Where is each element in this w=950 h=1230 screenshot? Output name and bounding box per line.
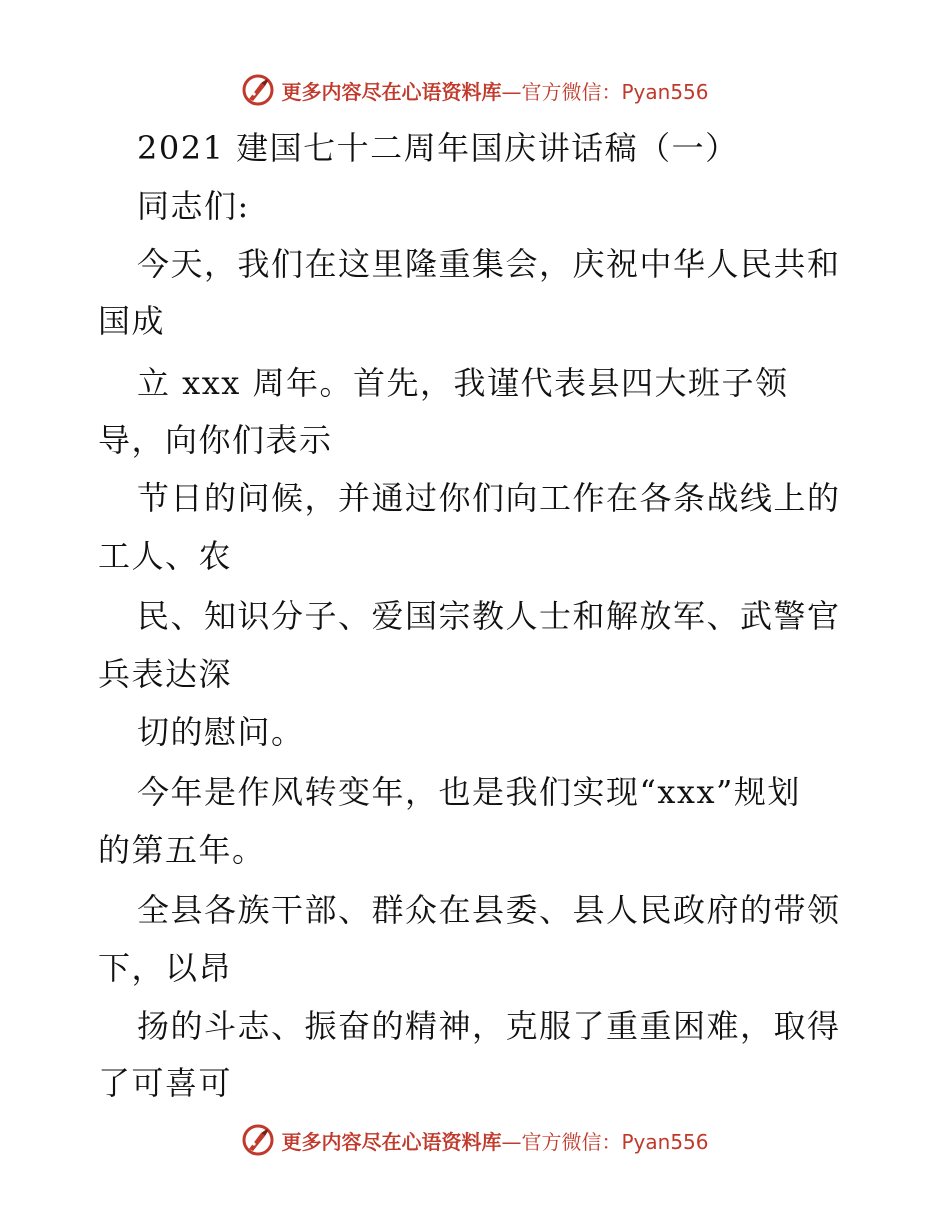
footer-banner-main: 更多内容尽在心语资料库: [281, 1129, 502, 1154]
header-banner-wechat-id: Pyan556: [621, 79, 709, 104]
header-banner-separator: —: [501, 79, 522, 104]
footer-banner-inner: [241, 1123, 708, 1157]
pen-logo-icon: [241, 73, 275, 107]
text-line-8: 民、知识分子、爱国宗教人士和解放军、武警官: [137, 597, 841, 635]
text-line-11: 今年是作风转变年，也是我们实现“xxx”规划: [137, 773, 801, 811]
text-line-4: 立 xxx 周年。首先，我谨代表县四大班子领: [137, 364, 789, 402]
footer-banner-separator: —: [501, 1129, 522, 1154]
text-line-12: 的第五年。: [98, 831, 266, 869]
text-line-9: 兵表达深: [98, 655, 233, 693]
footer-banner-text: [281, 1126, 708, 1155]
text-line-16: 了可喜可: [98, 1064, 233, 1102]
text-line-10: 切的慰问。: [137, 713, 305, 751]
header-banner-inner: [241, 73, 708, 107]
header-banner-wechat-label: 官方微信：: [521, 79, 622, 104]
header-banner-text: [281, 76, 708, 105]
header-banner: [0, 70, 950, 110]
footer-banner-wechat-label: 官方微信：: [521, 1129, 622, 1154]
footer-banner: [0, 1120, 950, 1160]
text-line-15: 扬的斗志、振奋的精神，克服了重重困难，取得: [137, 1007, 841, 1045]
document-title: 2021 建国七十二周年国庆讲话稿（一）: [137, 129, 739, 167]
header-banner-main: 更多内容尽在心语资料库: [281, 79, 502, 104]
text-line-14: 下，以昂: [98, 949, 233, 987]
text-line-6: 节日的问候，并通过你们向工作在各条战线上的: [137, 479, 841, 517]
text-line-13: 全县各族干部、群众在县委、县人民政府的带领: [137, 891, 841, 929]
footer-banner-wechat-id: Pyan556: [621, 1129, 709, 1154]
text-line-5: 导，向你们表示: [98, 421, 333, 459]
text-line-2: 今天，我们在这里隆重集会，庆祝中华人民共和: [137, 245, 841, 283]
text-line-3: 国成: [98, 302, 166, 340]
text-line-7: 工人、农: [98, 537, 233, 575]
pen-logo-icon: [241, 1123, 275, 1157]
text-line-1: 同志们:: [137, 187, 250, 225]
